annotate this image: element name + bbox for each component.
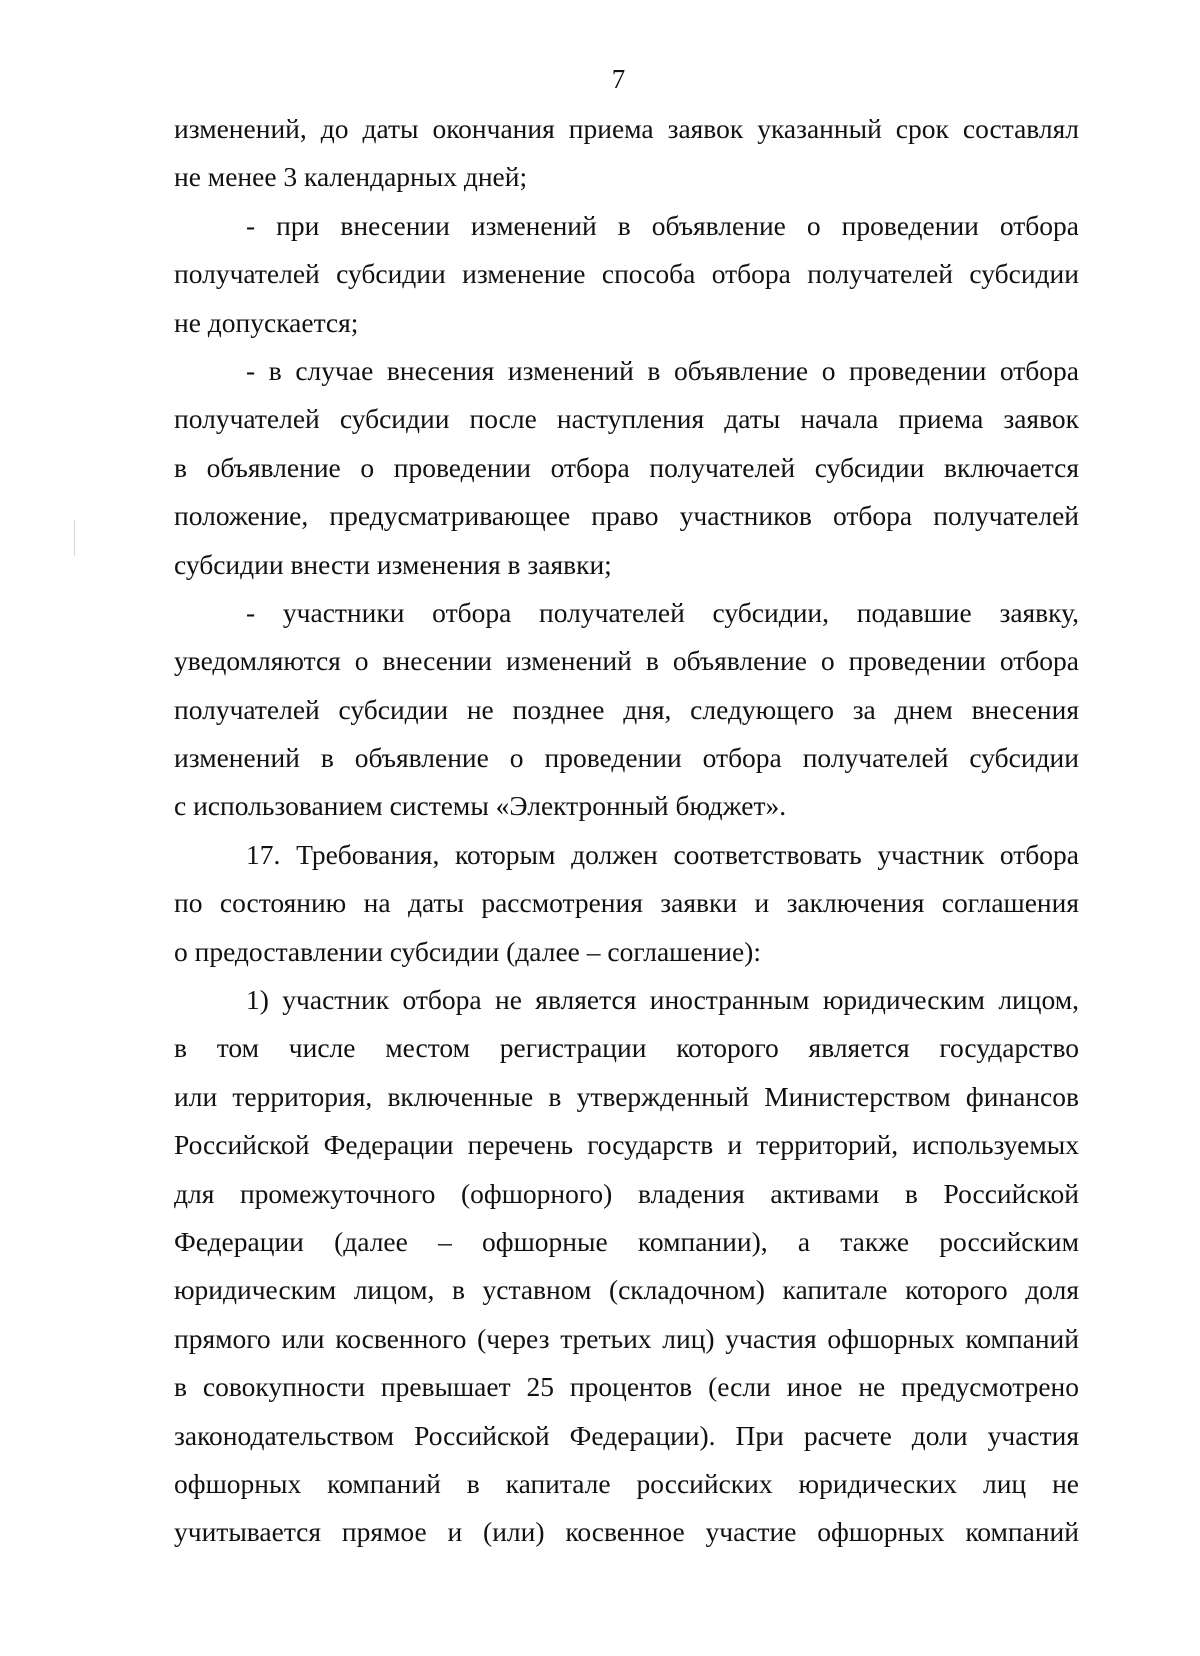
text-line: получателей субсидии не позднее дня, следующего за днем внесения [174,693,1079,725]
text-line: субсидии внести изменения в заявки; [174,548,612,580]
scan-artifact [74,520,75,556]
text-line: - при внесении изменений в объявление о проведении отбора [246,209,1079,241]
text-line: не менее 3 календарных дней; [174,161,528,193]
text-line: в совокупности превышает 25 процентов (если иное не предусмотрено [174,1371,1079,1403]
text-line: - участники отбора получателей субсидии, подавшие заявку, [246,596,1079,628]
text-line: - в случае внесения изменений в объявление о проведении отбора [246,354,1079,386]
text-line: не допускается; [174,306,359,338]
text-line: для промежуточного (офшорного) владения активами в Российской [174,1177,1079,1209]
text-line: о предоставлении субсидии (далее – соглашение): [174,935,761,967]
text-line: в том числе местом регистрации которого является государство [174,1032,1079,1064]
text-line: или территория, включенные в утвержденный Министерством финансов [174,1080,1079,1112]
text-line: получателей субсидии изменение способа отбора получателей субсидии [174,258,1079,290]
text-line: учитывается прямое и (или) косвенное участие офшорных компаний [174,1516,1079,1548]
text-line: в объявление о проведении отбора получателей субсидии включается [174,451,1079,483]
text-line: положение, предусматривающее право участников отбора получателей [174,500,1079,532]
text-line: с использованием системы «Электронный бюджет». [174,790,787,822]
text-line: изменений в объявление о проведении отбора получателей субсидии [174,742,1079,774]
text-line: прямого или косвенного (через третьих лиц) участия офшорных компаний [174,1322,1079,1354]
text-line: Федерации (далее – офшорные компании), а также российским [174,1225,1079,1257]
text-line: уведомляются о внесении изменений в объявление о проведении отбора [174,645,1079,677]
page-number: 7 [611,64,626,94]
text-line: юридическим лицом, в уставном (складочном) капитале которого доля [174,1274,1079,1306]
text-line: законодательством Российской Федерации). При расчете доли участия [174,1419,1079,1451]
body-text [174,105,1079,1557]
text-line: 1) участник отбора не является иностранным юридическим лицом, [246,984,1079,1016]
text-line: офшорных компаний в капитале российских юридических лиц не [174,1467,1079,1499]
text-line: получателей субсидии после наступления даты начала приема заявок [174,403,1079,435]
text-line: Российской Федерации перечень государств и территорий, используемых [174,1129,1079,1161]
text-line: 17. Требования, которым должен соответствовать участник отбора [246,838,1079,870]
text-line: изменений, до даты окончания приема заявок указанный срок составлял [174,113,1079,144]
text-line: по состоянию на даты рассмотрения заявки и заключения соглашения [174,887,1079,919]
